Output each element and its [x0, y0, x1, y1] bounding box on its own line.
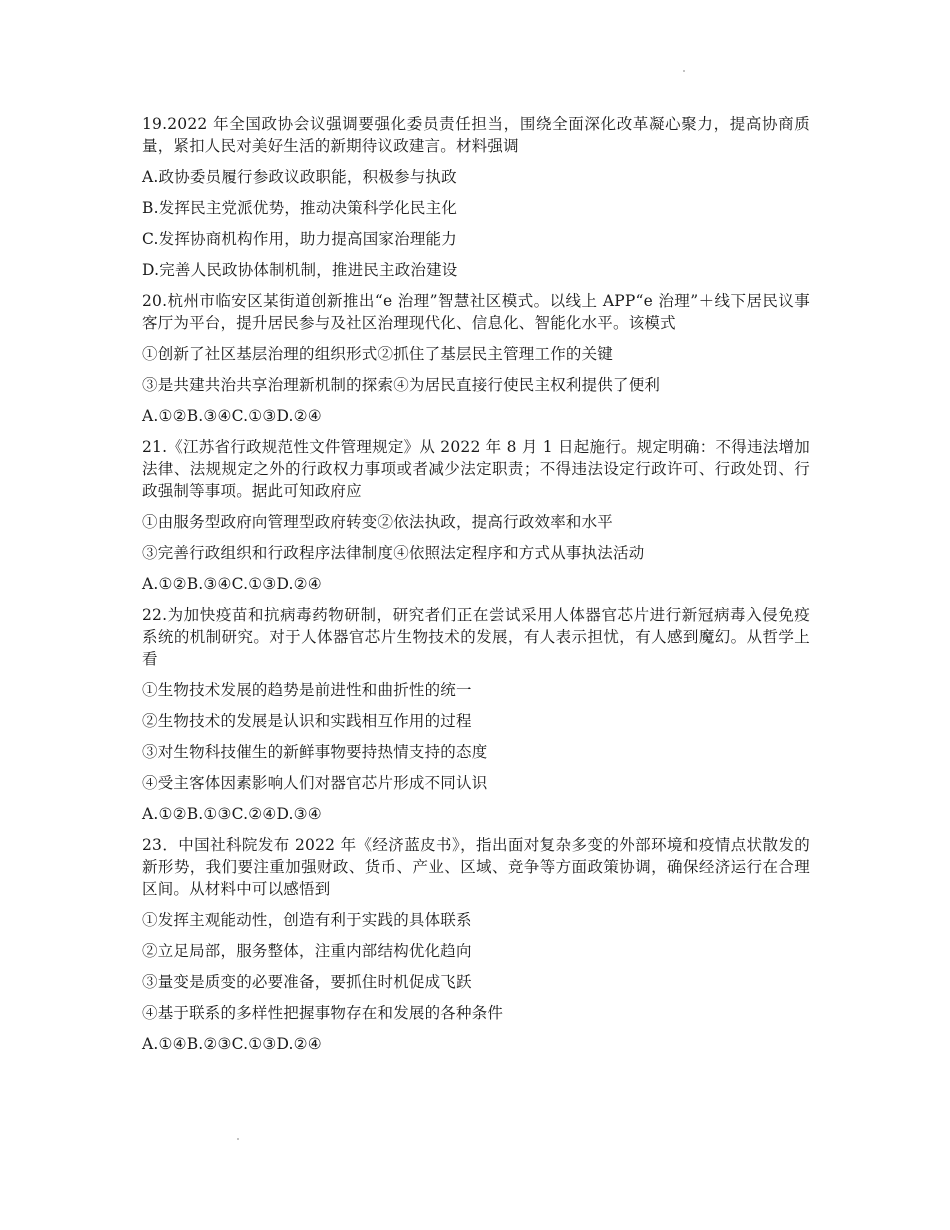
statement-line: ④基于联系的多样性把握事物存在和发展的各种条件 — [142, 1004, 504, 1022]
statement-line: ②生物技术的发展是认识和实践相互作用的过程 — [142, 712, 472, 730]
statement-line: ③量变是质变的必要准备，要抓住时机促成飞跃 — [142, 973, 472, 991]
question-20 — [142, 290, 810, 427]
statement-line: ③完善行政组织和行政程序法律制度④依照法定程序和方式从事执法活动 — [142, 544, 645, 562]
question-stem: 23．中国社科院发布 2022 年《经济蓝皮书》，指出面对复杂多变的外部环境和疫情点状散发的新形势，我们要注重加强财政、货币、产业、区域、竞争等方面政策协调，确保经济运行在合理区间。从材料中可以感悟到 — [142, 836, 810, 898]
answer-choices: A.①②B.③④C.①③D.②④ — [142, 407, 322, 425]
question-stem: 20.杭州市临安区某街道创新推出“e 治理”智慧社区模式。以线上 APP“e 治理”＋线下居民议事客厅为平台，提升居民参与及社区治理现代化、信息化、智能化水平。该模式 — [142, 292, 810, 332]
statement-line: ②立足局部，服务整体，注重内部结构优化趋向 — [142, 942, 472, 960]
answer-choices: A.①②B.①③C.②④D.③④ — [142, 805, 322, 823]
statement-line: ④受主客体因素影响人们对器官芯片形成不同认识 — [142, 774, 488, 792]
statement-line: ①创新了社区基层治理的组织形式②抓住了基层民主管理工作的关键 — [142, 345, 614, 363]
statement-line: ③是共建共治共享治理新机制的探索④为居民直接行使民主权利提供了便利 — [142, 376, 661, 394]
scan-mark-top — [683, 70, 685, 72]
question-list — [142, 113, 810, 1055]
question-23 — [142, 834, 810, 1055]
statement-line: ③对生物科技催生的新鲜事物要持热情支持的态度 — [142, 743, 488, 761]
option-line: C.发挥协商机构作用，助力提高国家治理能力 — [142, 230, 457, 248]
question-21 — [142, 436, 810, 595]
question-stem: 21.《江苏省行政规范性文件管理规定》从 2022 年 8 月 1 日起施行。规定明确：不得违法增加法律、法规规定之外的行政权力事项或者减少法定职责；不得违法设定行政许可、行政处罚、行政强制等事项。据此可知政府应 — [142, 438, 810, 500]
question-stem: 22.为加快疫苗和抗病毒药物研制，研究者们正在尝试采用人体器官芯片进行新冠病毒入侵免疫系统的机制研究。对于人体器官芯片生物技术的发展，有人表示担忧，有人感到魔幻。从哲学上看 — [142, 606, 810, 668]
option-line: D.完善人民政协体制机制，推进民主政治建设 — [142, 261, 458, 279]
statement-line: ①由服务型政府向管理型政府转变②依法执政，提高行政效率和水平 — [142, 513, 614, 531]
statement-line: ①生物技术发展的趋势是前进性和曲折性的统一 — [142, 681, 472, 699]
answer-choices: A.①②B.③④C.①③D.②④ — [142, 575, 322, 593]
statement-line: ①发挥主观能动性，创造有利于实践的具体联系 — [142, 911, 472, 929]
scan-mark-bottom — [237, 1138, 239, 1140]
option-line: A.政协委员履行参政议政职能，积极参与执政 — [142, 168, 457, 186]
answer-choices: A.①④B.②③C.①③D.②④ — [142, 1035, 322, 1053]
option-line: B.发挥民主党派优势，推动决策科学化民主化 — [142, 199, 458, 217]
question-stem: 19.2022 年全国政协会议强调要强化委员责任担当，围绕全面深化改革凝心聚力，提高协商质量，紧扣人民对美好生活的新期待议政建言。材料强调 — [142, 115, 810, 155]
question-22 — [142, 604, 810, 825]
question-19 — [142, 113, 810, 281]
